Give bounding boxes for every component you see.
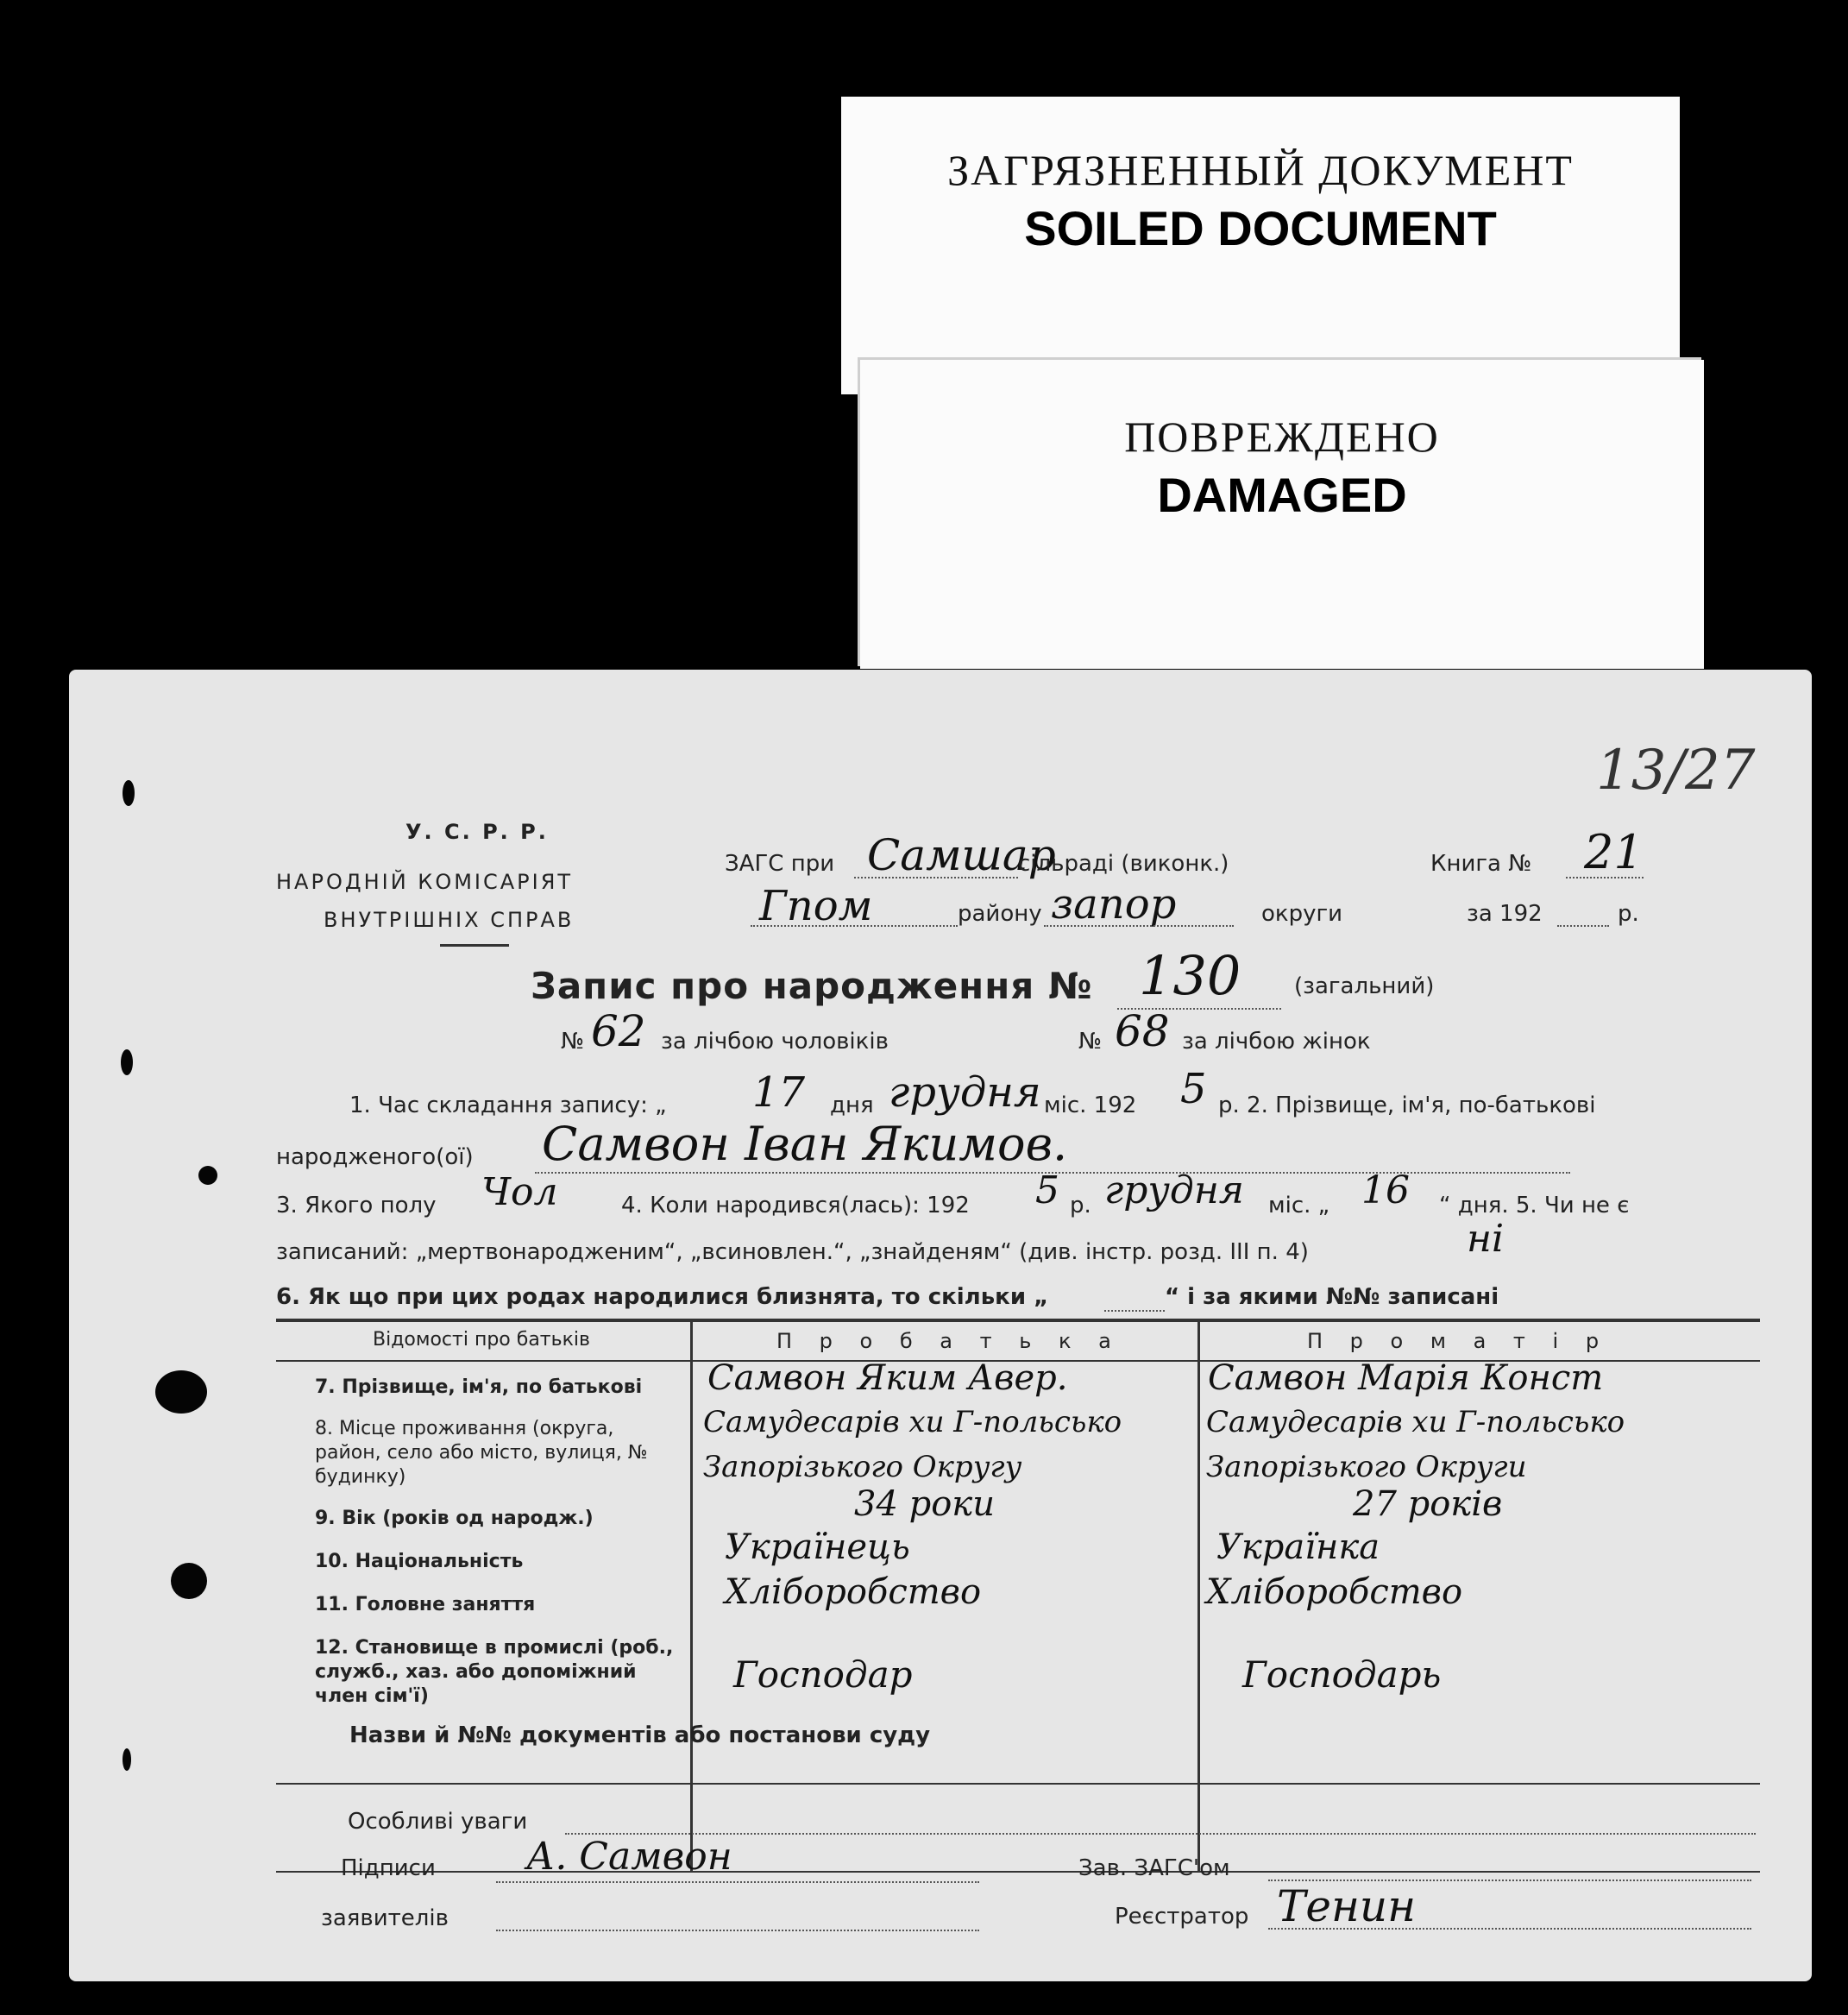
notes-label: Особливі уваги	[348, 1809, 528, 1835]
table-col-info: Відомості про батьків	[373, 1329, 590, 1351]
damaged-document-label	[860, 360, 1704, 669]
notes-line	[565, 1833, 1756, 1835]
applicant-signature: А. Самвон	[526, 1835, 732, 1879]
q1-year: 5	[1180, 1065, 1207, 1113]
book-number: 21	[1584, 825, 1644, 879]
mother-name: Самвон Марія Конст	[1208, 1358, 1604, 1398]
q1-label: 1. Час складання запису: „	[349, 1093, 667, 1118]
zags-suffix: сільраді (виконк.)	[1018, 851, 1229, 877]
q4-rest: “ дня. 5. Чи не є	[1439, 1193, 1630, 1218]
birth-record-page	[69, 670, 1812, 1981]
zags-prefix: ЗАГС при	[725, 851, 835, 877]
commissariat-line-1: НАРОДНІЙ КОМІСАРІЯТ	[276, 870, 574, 894]
father-residence-1: Самудесарів хи Г-польсько	[703, 1405, 1122, 1439]
row-label-name: 7. Прізвище, ім'я, по батькові	[315, 1376, 643, 1398]
father-age: 34 роки	[854, 1484, 995, 1524]
damaged-label-ru: ПОВРЕЖДЕНО	[1124, 412, 1440, 461]
archive-number: 13/27	[1596, 739, 1756, 803]
soiled-label-ru: ЗАГРЯЗНЕННЫЙ ДОКУМЕНТ	[947, 146, 1574, 194]
table-top-rule	[276, 1319, 1760, 1322]
father-status: Господар	[733, 1653, 913, 1696]
record-general: (загальний)	[1294, 973, 1435, 999]
women-number-prefix: №	[1078, 1029, 1103, 1055]
applicants-label: заявителів	[321, 1905, 449, 1931]
table-bottom-rule	[276, 1871, 1760, 1873]
father-name: Самвон Яким Авер.	[707, 1358, 1068, 1398]
q2-value: Самвон Іван Якимов.	[542, 1117, 1068, 1171]
row-label-occupation: 11. Головне заняття	[315, 1594, 536, 1615]
q4-month-label: міс. „	[1268, 1193, 1330, 1218]
father-nationality: Українець	[725, 1527, 910, 1567]
book-label: Книга №	[1430, 851, 1532, 877]
mother-nationality: Українка	[1216, 1527, 1380, 1567]
mother-status: Господарь	[1242, 1653, 1442, 1696]
father-residence-2: Запорізького Округу	[703, 1450, 1022, 1484]
registrar-signature: Тенин	[1277, 1881, 1417, 1931]
district-label: району	[958, 901, 1042, 927]
signatures-label: Підписи	[341, 1855, 436, 1881]
q6-line	[1104, 1310, 1165, 1312]
book-number-line	[1566, 877, 1644, 878]
mother-occupation: Хліборобство	[1206, 1572, 1463, 1612]
men-label: за лічбою чоловіків	[661, 1029, 889, 1055]
table-col-divider-1	[690, 1319, 693, 1871]
docs-label: Назви й №№ документів або постанови суду	[349, 1722, 931, 1748]
men-number-prefix: №	[561, 1029, 585, 1055]
q2-label: народженого(ої)	[276, 1144, 474, 1170]
form-title: Запис про народження №	[531, 965, 1093, 1007]
q6-rest: “ і за якими №№ записані	[1165, 1284, 1499, 1310]
row-label-status: 12. Становище в промислі (роб., служб., хаз. або допоміжний член сім'ї)	[315, 1637, 674, 1707]
q1-day: 17	[752, 1068, 806, 1117]
header-divider	[440, 944, 509, 947]
ussr-header: У. С. Р. Р.	[405, 820, 549, 844]
commissariat-line-2: ВНУТРІШНІХ СПРАВ	[324, 908, 575, 932]
damaged-label-en: DAMAGED	[1157, 468, 1407, 522]
okrug-label: округи	[1261, 901, 1343, 927]
row-label-age: 9. Вік (років од народж.)	[315, 1508, 594, 1529]
year-line	[1557, 925, 1609, 927]
punch-hole	[123, 1748, 131, 1771]
mother-residence-1: Самудесарів хи Г-польсько	[1206, 1405, 1625, 1439]
q4-month: грудня	[1104, 1168, 1244, 1212]
q1-month: грудня	[889, 1068, 1041, 1117]
q1-month-label: міс. 192	[1044, 1093, 1137, 1118]
table-col-mother: П р о м а т і р	[1307, 1329, 1610, 1353]
okrug: запор	[1051, 880, 1177, 929]
registrar-line	[1268, 1928, 1751, 1930]
q1-day-label: дня	[830, 1093, 874, 1118]
applicant-line-1	[496, 1881, 979, 1883]
punch-hole	[123, 780, 135, 806]
okrug-line	[1044, 925, 1234, 927]
q3-label: 3. Якого полу	[276, 1193, 437, 1218]
q4-day: 16	[1361, 1168, 1410, 1212]
q1-rest: р. 2. Прізвище, ім'я, по-батькові	[1218, 1093, 1596, 1118]
q4-label: 4. Коли народився(лась): 192	[621, 1193, 970, 1218]
women-number: 68	[1115, 1006, 1170, 1056]
zags-village: Самшар	[867, 830, 1056, 880]
applicant-line-2	[496, 1930, 979, 1931]
row-label-nationality: 10. Національність	[315, 1551, 524, 1572]
table-col-father: П р о б а т ь к а	[776, 1329, 1122, 1353]
district: Гпом	[759, 882, 873, 930]
men-number: 62	[591, 1006, 646, 1056]
docs-rule	[276, 1783, 1760, 1785]
table-col-divider-2	[1197, 1319, 1200, 1871]
punch-hole	[155, 1370, 207, 1414]
year-suffix: р.	[1618, 901, 1639, 927]
year-label: за 192	[1467, 901, 1543, 927]
q5-label: записаний: „мертвонародженим“, „всиновлен.“, „знайденям“ (див. інстр. розд. III п. 4)	[276, 1239, 1309, 1265]
q4-year: 5	[1035, 1168, 1059, 1212]
registrar-label: Реєстратор	[1115, 1904, 1249, 1930]
father-occupation: Хліборобство	[725, 1572, 982, 1612]
row-label-residence: 8. Місце проживання (округа, район, село або місто, вулиця, № будинку)	[315, 1418, 648, 1488]
q3-value: Чол	[481, 1170, 558, 1214]
punch-hole	[121, 1049, 133, 1075]
head-label: Зав. ЗАГС'ом	[1078, 1855, 1230, 1881]
punch-hole	[198, 1166, 217, 1185]
record-number: 130	[1139, 944, 1241, 1007]
q6-label: 6. Як що при цих родах народилися близнята, то скільки „	[276, 1284, 1049, 1310]
mother-age: 27 років	[1353, 1484, 1503, 1524]
mother-residence-2: Запорізького Округи	[1206, 1450, 1527, 1484]
soiled-label-en: SOILED DOCUMENT	[1024, 201, 1497, 255]
q5-value: ні	[1467, 1217, 1505, 1261]
soiled-document-label	[841, 97, 1680, 394]
punch-hole	[171, 1563, 207, 1599]
women-label: за лічбою жінок	[1182, 1029, 1371, 1055]
q4-r: р.	[1070, 1193, 1091, 1218]
